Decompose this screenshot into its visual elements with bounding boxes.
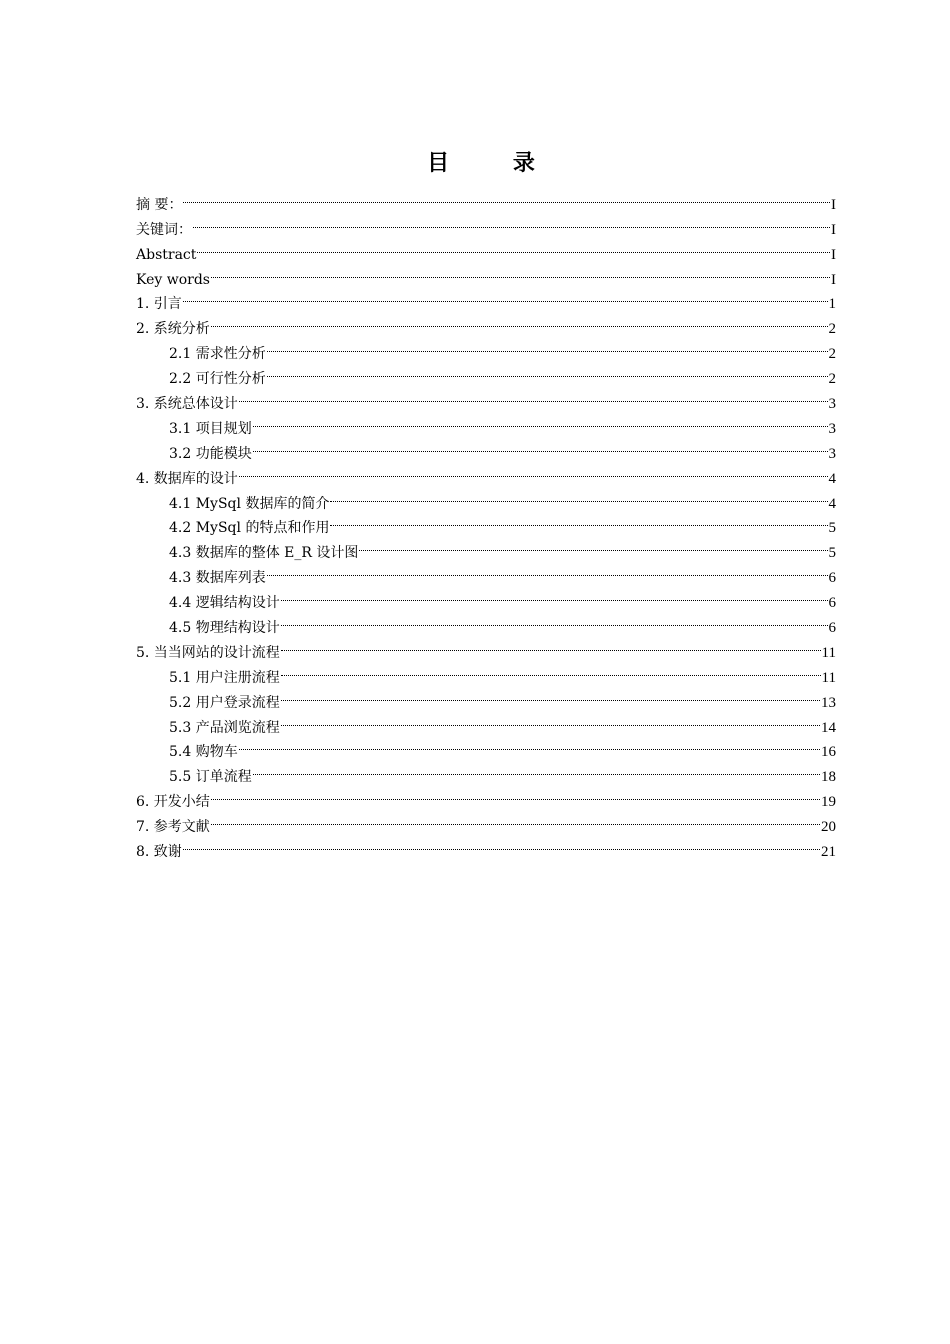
toc-entry-page-number: 2 [828, 346, 836, 363]
toc-dot-leader [253, 433, 828, 458]
toc-entry[interactable] [136, 284, 836, 313]
toc-entry[interactable] [136, 234, 836, 263]
toc-dot-leader [281, 607, 828, 632]
toc-entry-page-number: 2 [828, 371, 836, 388]
toc-entry-label: 4.3 数据库的整体 E_R 设计图 [169, 545, 359, 562]
toc-entry[interactable] [136, 458, 836, 487]
toc-dot-leader [253, 408, 828, 433]
toc-entry-page-number: I [831, 221, 836, 238]
toc-dot-leader [330, 483, 827, 508]
toc-dot-leader [267, 333, 828, 358]
table-of-contents [136, 184, 836, 861]
toc-dot-leader [359, 532, 827, 557]
toc-entry-page-number: 6 [828, 620, 836, 637]
toc-entry-label: 4. 数据库的设计 [136, 470, 238, 487]
page-title: 目 录 [427, 151, 563, 176]
toc-entry-page-number: 18 [821, 769, 836, 786]
toc-entry-page-number: 6 [828, 595, 836, 612]
toc-dot-leader [281, 707, 820, 732]
toc-entry-label: 2.1 需求性分析 [169, 346, 266, 363]
toc-dot-leader [253, 756, 820, 781]
toc-dot-leader [267, 358, 828, 383]
toc-entry-label: 3.2 功能模块 [169, 445, 252, 462]
toc-entry-label: 1. 引言 [136, 296, 182, 313]
toc-entry-label: 4.5 物理结构设计 [169, 620, 280, 637]
toc-entry-page-number: 3 [828, 445, 836, 462]
toc-dot-leader [239, 383, 828, 408]
toc-dot-leader [281, 632, 821, 657]
toc-entry[interactable] [136, 781, 836, 811]
toc-entry[interactable] [136, 831, 836, 861]
toc-dot-leader [183, 284, 828, 309]
toc-entry-page-number: 3 [828, 420, 836, 437]
toc-dot-leader [330, 508, 827, 533]
toc-entry-page-number: 4 [828, 495, 836, 512]
toc-entry-page-number: 21 [821, 844, 836, 861]
toc-entry-label: 7. 参考文献 [136, 819, 210, 836]
toc-dot-leader [281, 682, 820, 707]
toc-entry-page-number: 20 [821, 819, 836, 836]
toc-dot-leader [211, 781, 820, 806]
toc-dot-leader [183, 184, 830, 209]
toc-entry-page-number: 4 [828, 470, 836, 487]
toc-entry-page-number: 19 [821, 794, 836, 811]
toc-entry[interactable] [136, 806, 836, 836]
toc-entry-label: 5.1 用户注册流程 [169, 669, 280, 686]
toc-entry-label: 关键词： [136, 221, 192, 238]
toc-entry-label: 2.2 可行性分析 [169, 371, 266, 388]
toc-entry-label: 6. 开发小结 [136, 794, 210, 811]
toc-dot-leader [281, 657, 821, 682]
toc-entry-label: 2. 系统分析 [136, 321, 210, 338]
toc-entry[interactable] [136, 383, 836, 413]
toc-dot-leader [267, 557, 828, 582]
toc-entry-page-number: 11 [821, 644, 836, 661]
toc-entry[interactable] [136, 209, 836, 238]
toc-entry-label: 摘 要： [136, 196, 183, 213]
toc-dot-leader [193, 209, 830, 234]
toc-entry-page-number: I [831, 271, 836, 288]
toc-entry-page-number: 6 [828, 570, 836, 587]
toc-dot-leader [239, 458, 828, 483]
toc-entry-label: 4.4 逻辑结构设计 [169, 595, 280, 612]
toc-dot-leader [239, 732, 820, 757]
toc-entry[interactable] [136, 408, 836, 437]
toc-dot-leader [197, 234, 830, 259]
toc-entry-label: 4.3 数据库列表 [169, 570, 266, 587]
toc-entry-page-number: 14 [821, 719, 836, 736]
toc-dot-leader [281, 582, 828, 607]
toc-dot-leader [211, 806, 820, 831]
toc-entry-label: 5.3 产品浏览流程 [169, 719, 280, 736]
toc-entry-label: 5.5 订单流程 [169, 769, 252, 786]
toc-entry-label: 3.1 项目规划 [169, 420, 252, 437]
toc-entry-label: 4.1 MySql 数据库的简介 [169, 495, 330, 512]
toc-dot-leader [211, 308, 828, 333]
toc-entry-label: 8. 致谢 [136, 844, 182, 861]
toc-entry-page-number: I [831, 196, 836, 213]
toc-entry[interactable] [136, 732, 836, 761]
toc-entry-page-number: 16 [821, 744, 836, 761]
toc-entry-page-number: 11 [821, 669, 836, 686]
toc-entry-label: 5.2 用户登录流程 [169, 694, 280, 711]
toc-entry[interactable] [136, 483, 836, 512]
toc-entry-page-number: 1 [828, 296, 836, 313]
toc-entry[interactable] [136, 333, 836, 363]
toc-entry-page-number: I [831, 246, 836, 263]
toc-entry[interactable] [136, 308, 836, 338]
toc-entry[interactable] [136, 259, 836, 288]
toc-entry[interactable] [136, 756, 836, 786]
toc-entry-page-number: 13 [821, 694, 836, 711]
toc-entry[interactable] [136, 184, 836, 213]
toc-entry-label: Key words [136, 271, 210, 288]
toc-entry-label: 4.2 MySql 的特点和作用 [169, 520, 330, 537]
toc-dot-leader [211, 259, 830, 284]
toc-dot-leader [183, 831, 820, 856]
toc-entry-page-number: 2 [828, 321, 836, 338]
toc-entry-label: 5. 当当网站的设计流程 [136, 644, 280, 661]
toc-entry-label: 5.4 购物车 [169, 744, 238, 761]
toc-entry-page-number: 3 [828, 396, 836, 413]
toc-entry-label: 3. 系统总体设计 [136, 396, 238, 413]
toc-entry-page-number: 5 [828, 520, 836, 537]
toc-entry-page-number: 5 [828, 545, 836, 562]
toc-entry-label: Abstract [136, 246, 197, 263]
